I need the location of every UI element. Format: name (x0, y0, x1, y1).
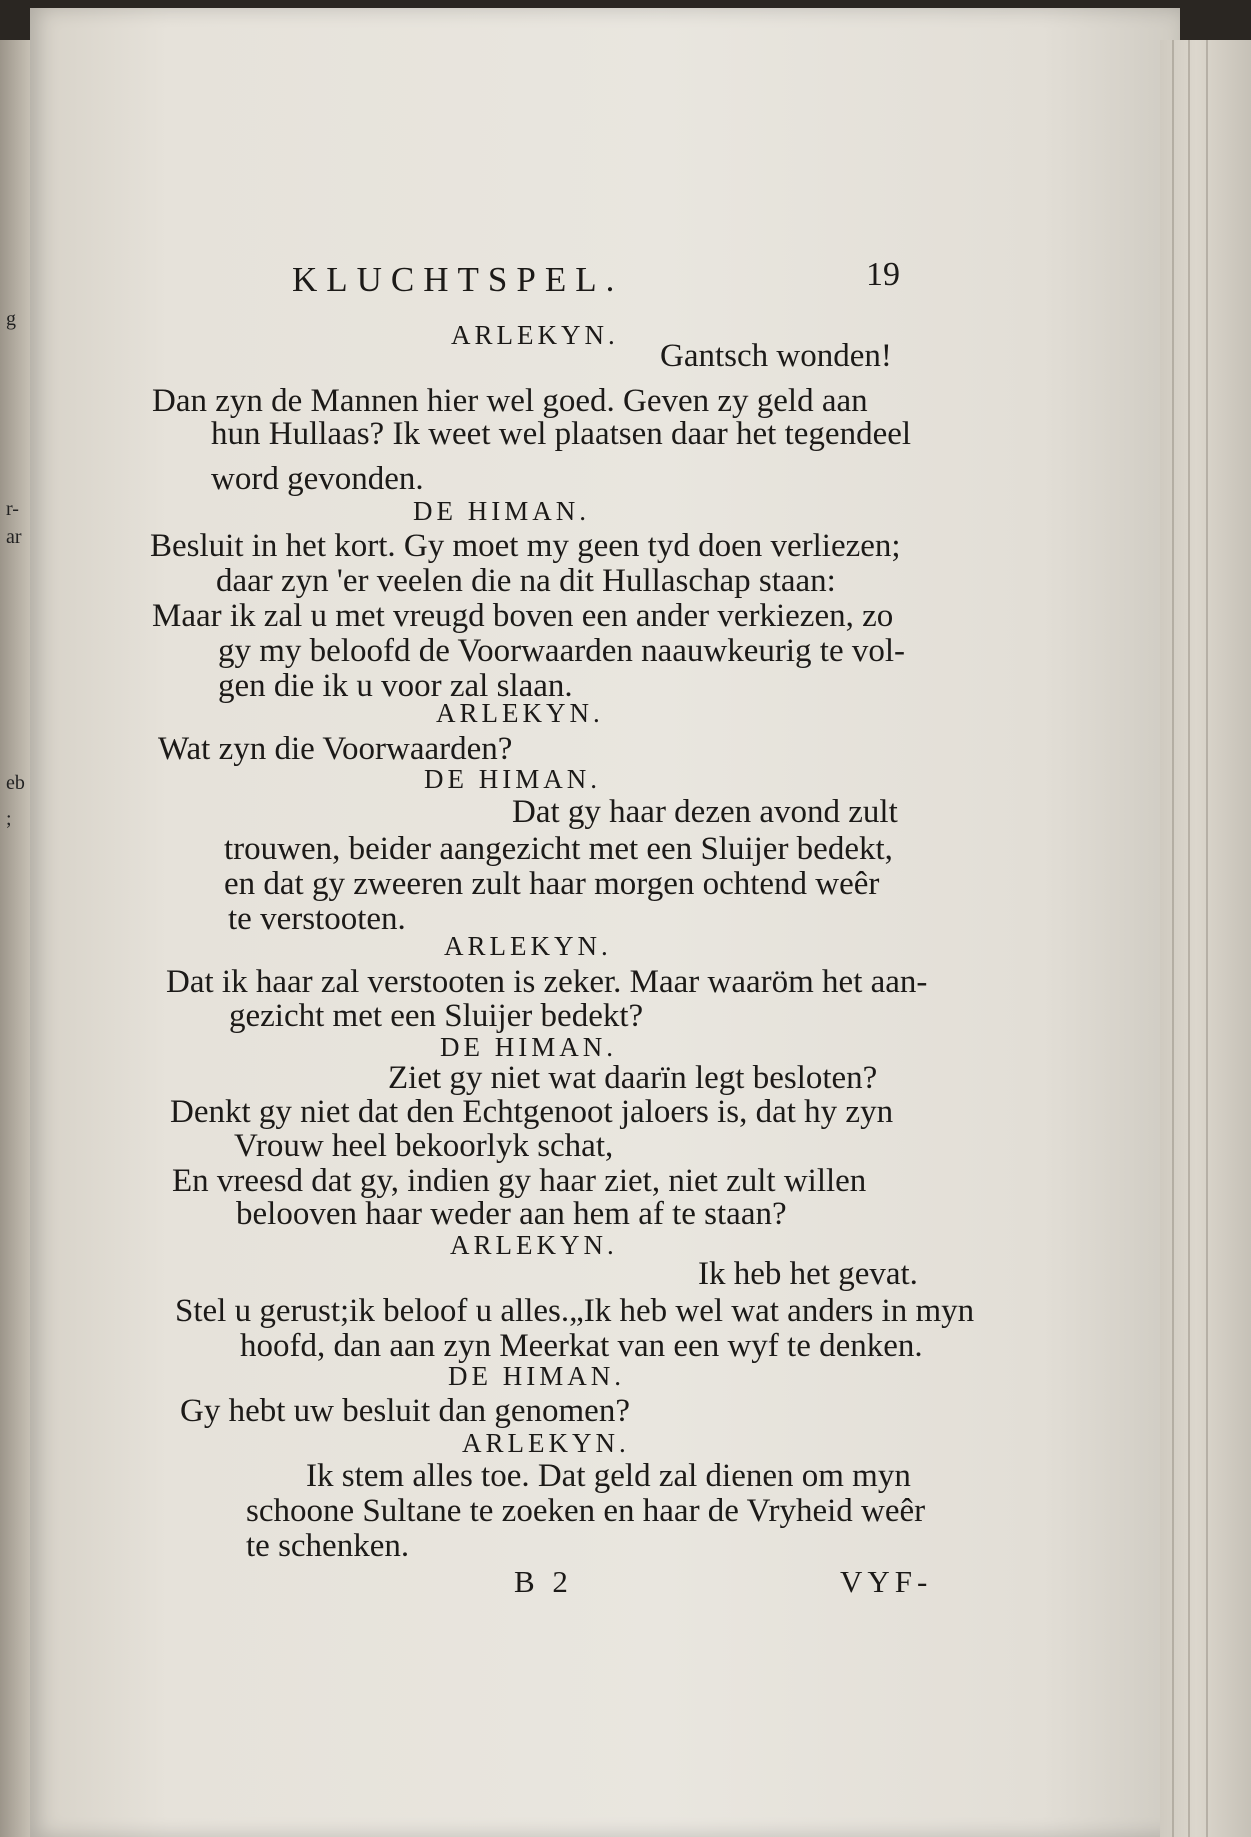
page-number: 19 (866, 256, 900, 293)
text-line: hun Hullaas? Ik weet wel plaatsen daar het tegendeel (211, 416, 912, 452)
text-line: Ik heb het gevat. (698, 1256, 918, 1292)
text-line: gezicht met een Sluijer bedekt? (229, 998, 644, 1034)
speaker-heading: DE HIMAN. (424, 764, 601, 794)
left-page-fragment: r- (6, 498, 19, 520)
text-line: Dat gy haar dezen avond zult (512, 794, 898, 830)
text-line: Wat zyn die Voorwaarden? (158, 731, 513, 767)
text-line: Dat ik haar zal verstooten is zeker. Maar waaröm het aan- (166, 964, 928, 1000)
text-line: Gantsch wonden! (660, 338, 892, 374)
signature-mark: B 2 (514, 1564, 573, 1599)
page-edge-line (1172, 40, 1174, 1837)
text-line: Denkt gy niet dat den Echtgenoot jaloers is, dat hy zyn (170, 1094, 894, 1130)
text-line: Besluit in het kort. Gy moet my geen tyd doen verliezen; (150, 528, 901, 564)
speaker-heading: ARLEKYN. (436, 698, 604, 728)
text-line: Stel u gerust;ik beloof u alles.„Ik heb wel wat anders in myn (175, 1293, 975, 1329)
text-line: word gevonden. (211, 461, 424, 497)
text-line: Ziet gy niet wat daarïn legt besloten? (388, 1060, 878, 1096)
text-line: En vreesd dat gy, indien gy haar ziet, niet zult willen (172, 1163, 867, 1199)
speaker-heading: DE HIMAN. (448, 1361, 625, 1391)
text-line: Dan zyn de Mannen hier wel goed. Geven zy geld aan (152, 383, 868, 419)
text-line: Ik stem alles toe. Dat geld zal dienen om myn (306, 1458, 911, 1494)
speaker-heading: DE HIMAN. (413, 496, 590, 526)
speaker-heading: ARLEKYN. (462, 1428, 630, 1458)
text-line: Vrouw heel bekoorlyk schat, (234, 1128, 614, 1164)
left-page-fragment: ar (6, 526, 22, 548)
running-head: KLUCHTSPEL. (292, 260, 624, 299)
text-line: trouwen, beider aangezicht met een Sluijer bedekt, (224, 831, 893, 867)
page-edge-line (1206, 40, 1208, 1837)
text-line: en dat gy zweeren zult haar morgen ochtend weêr (224, 866, 880, 902)
left-page-fragment: ; (6, 808, 12, 830)
text-line: te schenken. (246, 1528, 410, 1564)
text-line: schoone Sultane te zoeken en haar de Vryheid weêr (246, 1493, 926, 1529)
speaker-heading: ARLEKYN. (451, 320, 619, 350)
text-line: belooven haar weder aan hem af te staan? (236, 1196, 787, 1232)
left-page-fragment: g (6, 308, 16, 330)
text-line: te verstooten. (228, 901, 406, 937)
text-line: Maar ik zal u met vreugd boven een ander verkiezen, zo (152, 598, 894, 634)
text-line: daar zyn 'er veelen die na dit Hullaschap staan: (216, 563, 836, 599)
page-edge-line (1188, 40, 1190, 1837)
left-page-fragment: eb (6, 772, 25, 794)
text-line: hoofd, dan aan zyn Meerkat van een wyf te denken. (240, 1328, 923, 1364)
speaker-heading: DE HIMAN. (440, 1032, 617, 1062)
speaker-heading: ARLEKYN. (444, 931, 612, 961)
text-line: gen die ik u voor zal slaan. (218, 668, 573, 704)
text-line: gy my beloofd de Voorwaarden naauwkeurig te vol- (218, 633, 906, 669)
speaker-heading: ARLEKYN. (450, 1230, 618, 1260)
catchword: VYF- (840, 1564, 933, 1599)
text-line: Gy hebt uw besluit dan genomen? (180, 1393, 630, 1429)
